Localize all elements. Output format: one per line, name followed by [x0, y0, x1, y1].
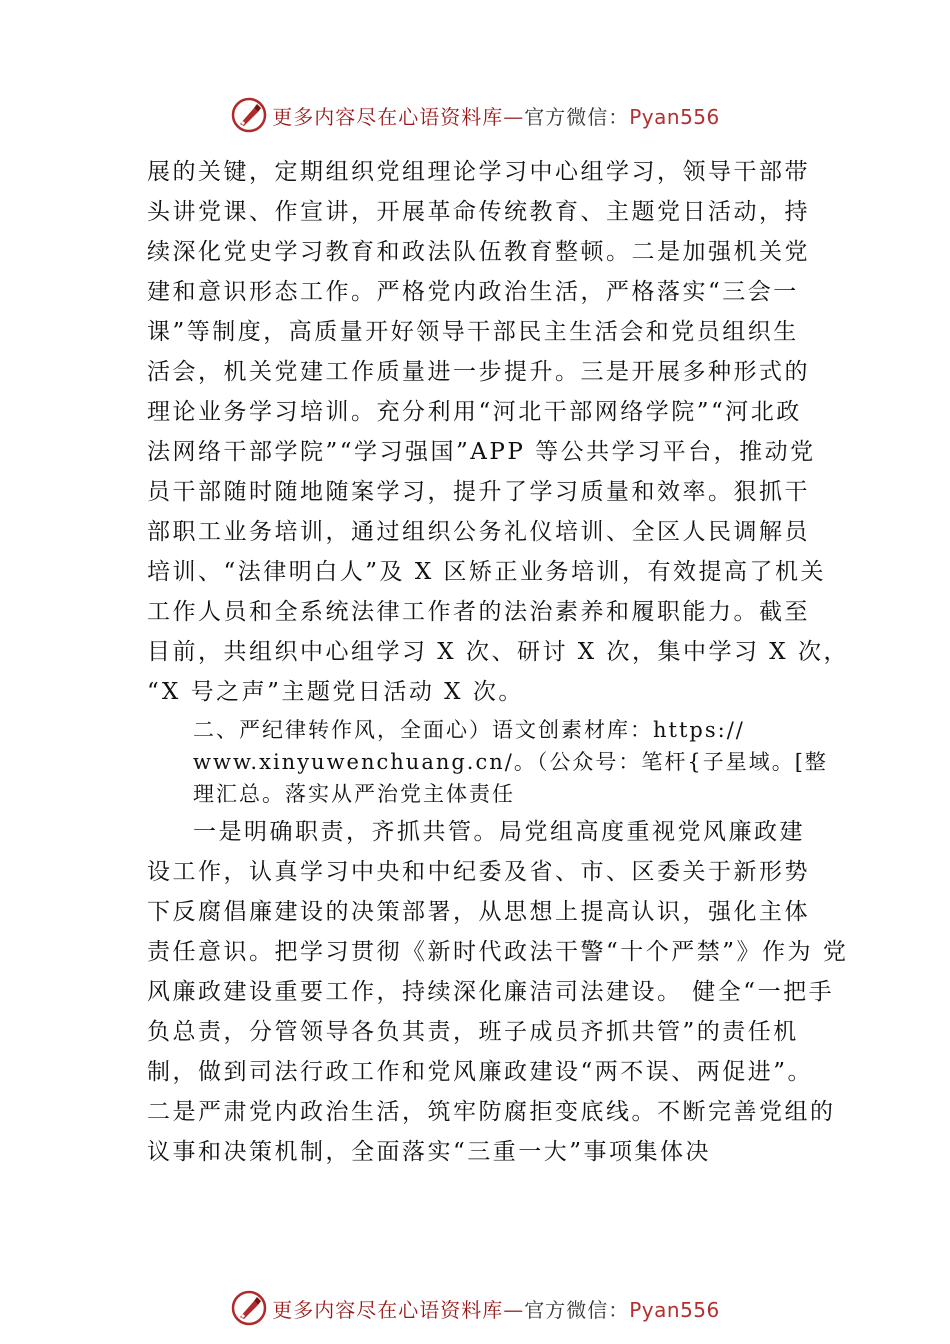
header-separator: —: [503, 104, 525, 129]
paragraph-line: 员干部随时随地随案学习，提升了学习质量和效率。狠抓干: [147, 479, 810, 505]
paragraph-line: 续深化党史学习教育和政法队伍教育整顿。二是加强机关党: [147, 239, 810, 265]
paragraph-line: 法网络干部学院”“学习强国”APP 等公共学习平台，推动党: [147, 439, 816, 465]
paragraph-line: 责任意识。把学习贯彻《新时代政法干警“十个严禁”》作为 党: [147, 939, 849, 965]
paragraph-line: 下反腐倡廉建设的决策部署，从思想上提高认识，强化主体: [147, 899, 810, 925]
heading-line: www.xinyuwenchuang.cn/。（公众号：笔杆{子星域。[整: [193, 750, 828, 774]
paragraph-line: 一是明确职责，齐抓共管。局党组高度重视党风廉政建: [193, 819, 805, 845]
paragraph-line: 工作人员和全系统法律工作者的法治素养和履职能力。截至: [147, 599, 810, 625]
footer-text: [272, 1294, 720, 1323]
paragraph-line: 目前，共组织中心组学习 X 次、研讨 X 次，集中学习 X 次，: [147, 639, 849, 665]
paragraph-line: 二是严肃党内政治生活，筑牢防腐拒变底线。不断完善党组的: [147, 1099, 836, 1125]
footer-separator: —: [503, 1297, 525, 1322]
paragraph-line: 负总责，分管领导各负其责，班子成员齐抓共管”的责任机: [147, 1019, 799, 1045]
paragraph-line: 头讲党课、作宣讲，开展革命传统教育、主题党日活动，持: [147, 199, 810, 225]
heading-line: 二、严纪律转作风，全面心）语文创素材库：https://: [193, 718, 745, 742]
paragraph-line: 议事和决策机制，全面落实“三重一大”事项集体决: [147, 1139, 712, 1165]
paragraph-line: 理论业务学习培训。充分利用“河北干部网络学院”“河北政: [147, 399, 802, 425]
paragraph-line: 建和意识形态工作。严格党内政治生活，严格落实“三会一: [147, 279, 799, 305]
paragraph-line: 培训、“法律明白人”及 X 区矫正业务培训，有效提高了机关: [147, 559, 827, 585]
footer-brand: 更多内容尽在心语资料库: [272, 1297, 504, 1322]
heading-line: 理汇总。落实从严治党主体责任: [193, 782, 515, 806]
header-wechat-id: Pyan556: [629, 104, 720, 129]
footer-wechat-id: Pyan556: [629, 1297, 720, 1322]
header-wechat-label: 官方微信：: [524, 104, 630, 129]
paragraph-line: 部职工业务培训，通过组织公务礼仪培训、全区人民调解员: [147, 519, 810, 545]
paragraph-line: 展的关键，定期组织党组理论学习中心组学习，领导干部带: [147, 159, 810, 185]
pen-nib-logo-icon: [230, 1289, 268, 1327]
footer-banner: [0, 1286, 950, 1330]
header-text: [272, 101, 720, 130]
paragraph-line: 设工作，认真学习中央和中纪委及省、市、区委关于新形势: [147, 859, 810, 885]
header-brand: 更多内容尽在心语资料库: [272, 104, 504, 129]
paragraph-line: 活会，机关党建工作质量进一步提升。三是开展多种形式的: [147, 359, 810, 385]
paragraph-line: “X 号之声”主题党日活动 X 次。: [147, 679, 524, 705]
pen-nib-logo-icon: [230, 96, 268, 134]
paragraph-line: 制，做到司法行政工作和党风廉政建设“两不误、两促进”。: [147, 1059, 814, 1085]
footer-wechat-label: 官方微信：: [524, 1297, 630, 1322]
header-banner: [0, 93, 950, 137]
paragraph-line: 风廉政建设重要工作，持续深化廉洁司法建设。 健全“一把手: [147, 979, 835, 1005]
paragraph-line: 课”等制度，高质量开好领导干部民主生活会和党员组织生: [147, 319, 799, 345]
